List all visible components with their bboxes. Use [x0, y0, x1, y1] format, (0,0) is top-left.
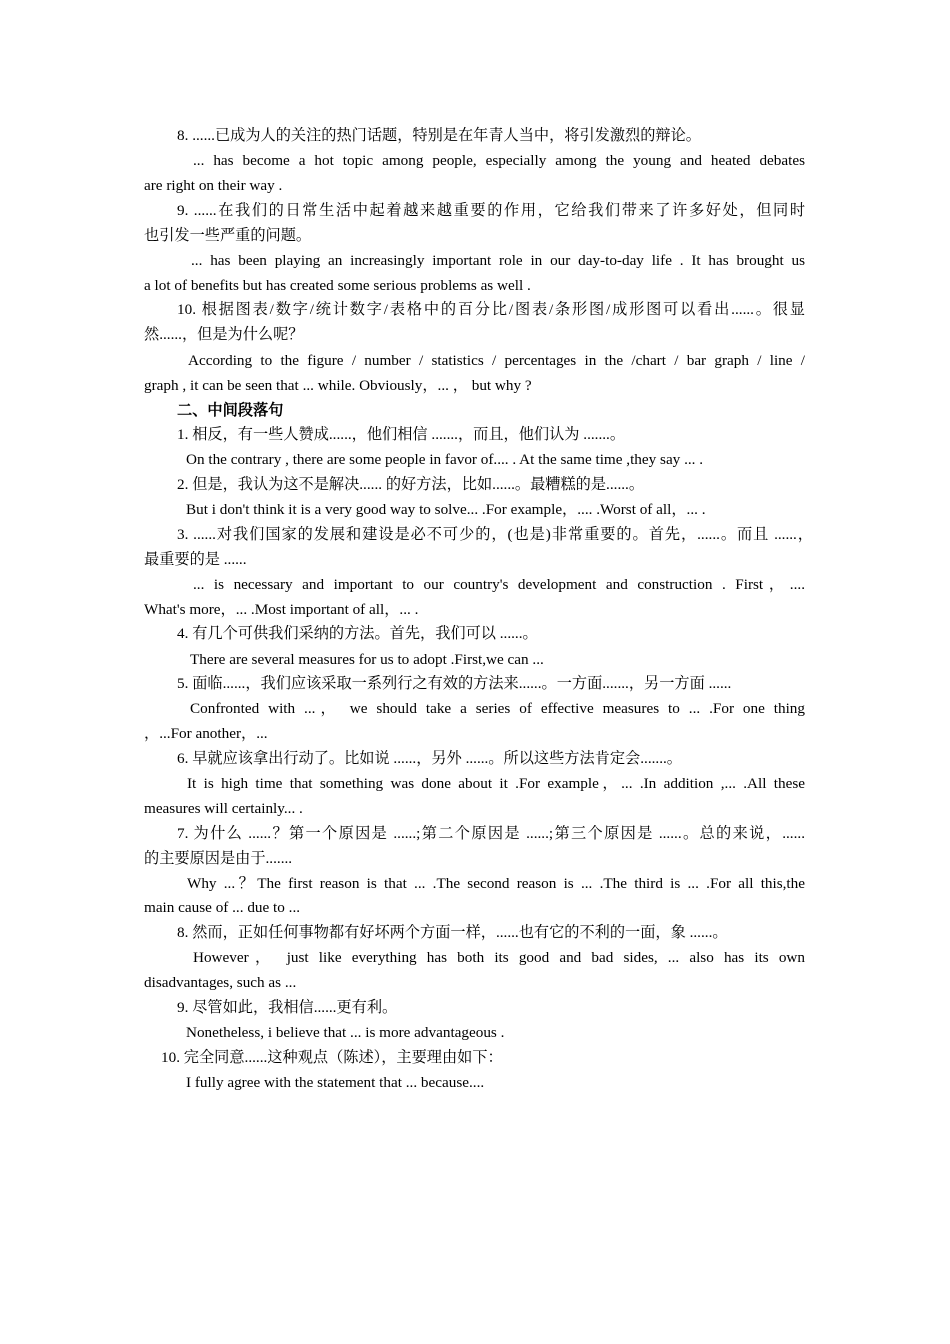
- top-item-8-english-line1: ... has become a hot topic among people, especially among the young and heated debates: [193, 152, 805, 169]
- middle-item-4-english: There are several measures for us to adopt .First,we can ...: [190, 651, 544, 668]
- middle-item-7-chinese-line2: 的主要原因是由于.......: [144, 850, 293, 867]
- middle-item-6-chinese: 6. 早就应该拿出行动了。比如说 ......，另外 ......。所以这些方法肯定会.......。: [177, 750, 682, 767]
- middle-item-3-chinese-line1: 3. ......对我们国家的发展和建设是必不可少的，(也是)非常重要的。首先，......。而且 ......，: [177, 526, 813, 543]
- top-item-8-chinese: 8. ......已成为人的关注的热门话题，特别是在年青人当中，将引发激烈的辩论。: [177, 127, 701, 144]
- top-item-9-chinese-line2: 也引发一些严重的问题。: [144, 227, 312, 244]
- middle-item-2-english: But i don't think it is a very good way to solve... .For example，.... .Worst of all，... .: [186, 501, 706, 518]
- top-item-9-english-line2: a lot of benefits but has created some serious problems as well .: [144, 277, 531, 294]
- middle-item-6-english-line1: It is high time that something was done about it .For example，... .In addition ,... .All these: [187, 775, 805, 792]
- middle-item-7-english-line2: main cause of ... due to ...: [144, 899, 301, 916]
- top-item-9-english-line1: ... has been playing an increasingly important role in our day-to-day life . It has brought us: [191, 252, 805, 269]
- middle-item-8-chinese: 8. 然而，正如任何事物都有好坏两个方面一样，......也有它的不利的一面，象 ......。: [177, 924, 728, 941]
- top-item-10-english-line1: According to the figure / number / statistics / percentages in the /chart / bar graph / line /: [188, 352, 805, 369]
- middle-item-9-english: Nonetheless, i believe that ... is more advantageous .: [186, 1024, 505, 1041]
- middle-item-2-chinese: 2. 但是，我认为这不是解决...... 的好方法，比如......。最糟糕的是......。: [177, 476, 645, 493]
- middle-item-5-chinese: 5. 面临......，我们应该采取一系列行之有效的方法来......。一方面.......，另一方面 ......: [177, 675, 732, 692]
- top-item-8-english-line2: are right on their way .: [144, 177, 283, 194]
- middle-item-7-english-line1: Why ...？The first reason is that ... .The second reason is ... .The third is ... .For all this,the: [187, 875, 805, 892]
- middle-item-1-english: On the contrary , there are some people in favor of.... . At the same time ,they say ... .: [186, 451, 704, 468]
- top-item-10-english-line2: graph , it can be seen that ... while. Obviously，... ， but why ?: [144, 377, 532, 394]
- middle-item-10-chinese: 10. 完全同意......这种观点（陈述），主要理由如下：: [161, 1049, 503, 1066]
- middle-item-8-english-line2: disadvantages, such as ...: [144, 974, 297, 991]
- top-item-9-chinese-line1: 9. ......在我们的日常生活中起着越来越重要的作用，它给我们带来了许多好处，但同时: [177, 202, 805, 219]
- section-heading: 二、中间段落句: [177, 402, 284, 419]
- top-item-10-chinese-line2: 然......，但是为什么呢？: [144, 326, 304, 343]
- middle-item-9-chinese: 9. 尽管如此，我相信......更有利。: [177, 999, 398, 1016]
- middle-item-4-chinese: 4. 有几个可供我们采纳的方法。首先，我们可以 ......。: [177, 625, 538, 642]
- middle-item-7-chinese-line1: 7. 为什么 ......？第一个原因是 ......;第二个原因是 ......;第三个原因是 ......。总的来说，......: [177, 825, 805, 842]
- middle-item-3-english-line2: What's more，... .Most important of all，... .: [144, 601, 419, 618]
- middle-item-8-english-line1: However， just like everything has both its good and bad sides, ... also has its own: [193, 949, 805, 966]
- middle-item-5-english-line1: Confronted with ...， we should take a series of effective measures to ... .For one thing: [190, 700, 805, 717]
- middle-item-10-english: I fully agree with the statement that ... because....: [186, 1074, 485, 1091]
- middle-item-5-english-line2: ，...For another，...: [144, 725, 268, 742]
- middle-item-6-english-line2: measures will certainly... .: [144, 800, 303, 817]
- top-item-10-chinese-line1: 10. 根据图表/数字/统计数字/表格中的百分比/图表/条形图/成形图可以看出......。很显: [177, 301, 805, 318]
- middle-item-3-english-line1: ... is necessary and important to our country's development and construction . First，....: [193, 576, 805, 593]
- middle-item-3-chinese-line2: 最重要的是 ......: [144, 551, 247, 568]
- middle-item-1-chinese: 1. 相反，有一些人赞成......，他们相信 .......，而且，他们认为 .......。: [177, 426, 626, 443]
